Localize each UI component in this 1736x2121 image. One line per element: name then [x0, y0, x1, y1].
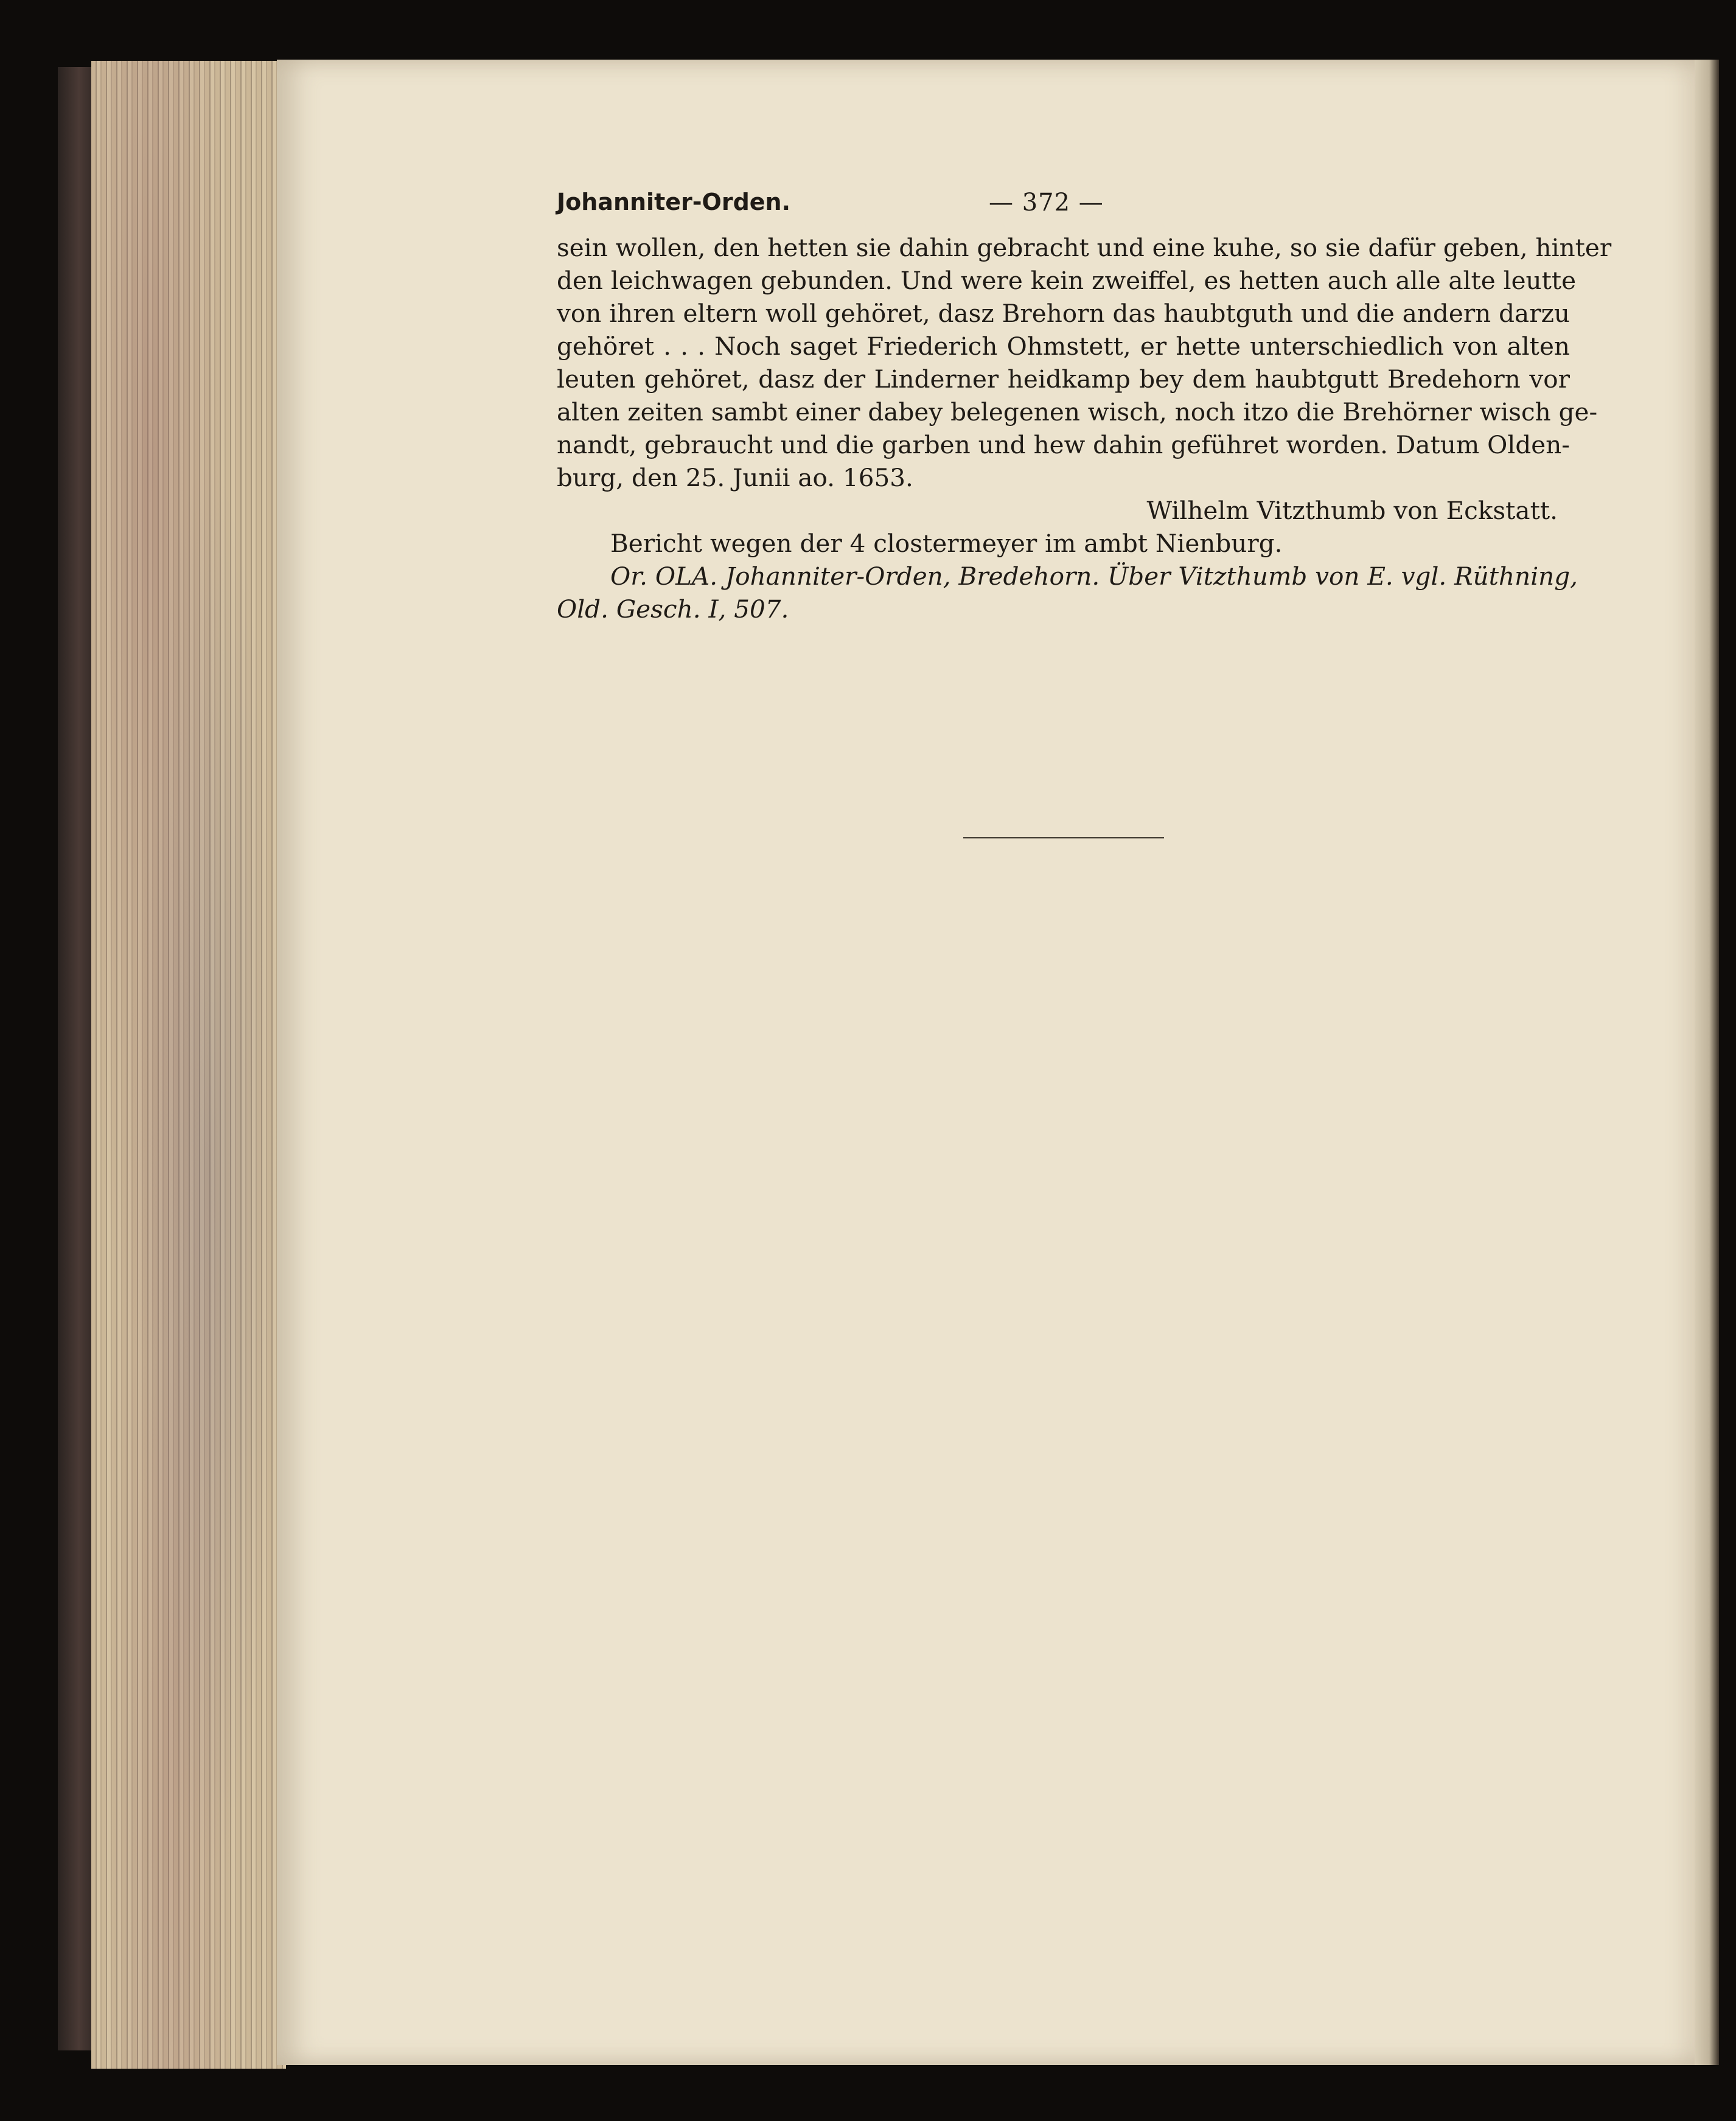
source-note [557, 560, 1578, 625]
section-divider [963, 837, 1164, 838]
body-line: den leichwagen gebunden. Und were kein zweiffel, es hetten auch alle alte leutte [557, 266, 1577, 295]
marbled-page-stack [91, 61, 286, 2069]
source-note-line: Old. Gesch. I, 507. [557, 594, 789, 624]
body-line: burg, den 25. Junii ao. 1653. [557, 463, 913, 492]
page-number: — 372 — [989, 189, 1104, 217]
body-line: sein wollen, den hetten sie dahin gebracht und eine kuhe, so sie dafür geben, hinter [557, 233, 1612, 262]
body-line: nandt, gebraucht und die garben und hew dahin geführet worden. Datum Olden- [557, 430, 1570, 459]
binding-edge [1695, 60, 1719, 2065]
source-note-line: Or. OLA. Johanniter-Orden, Bredehorn. Über Vitzthumb von E. vgl. Rüthning, [610, 562, 1578, 591]
signature: Wilhelm Vitzthumb von Eckstatt. [1146, 496, 1558, 525]
page-text-block [557, 183, 1612, 625]
body-line: von ihren eltern woll gehöret, dasz Brehorn das haubtguth und die andern darzu [557, 299, 1570, 328]
running-title: Johanniter-Orden. [557, 189, 791, 215]
body-line: gehöret . . . Noch saget Friederich Ohmstett, er hette unterschiedlich von alten [557, 332, 1570, 361]
running-head [557, 183, 1570, 231]
body-line: alten zeiten sambt einer dabey belegenen wisch, noch itzo die Brehörner wisch ge- [557, 397, 1598, 427]
document-body [557, 231, 1612, 625]
body-line: leuten gehöret, dasz der Linderner heidkamp bey dem haubtgutt Bredehorn vor [557, 364, 1570, 394]
endorsement: Bericht wegen der 4 clostermeyer im ambt Nienburg. [610, 529, 1283, 558]
